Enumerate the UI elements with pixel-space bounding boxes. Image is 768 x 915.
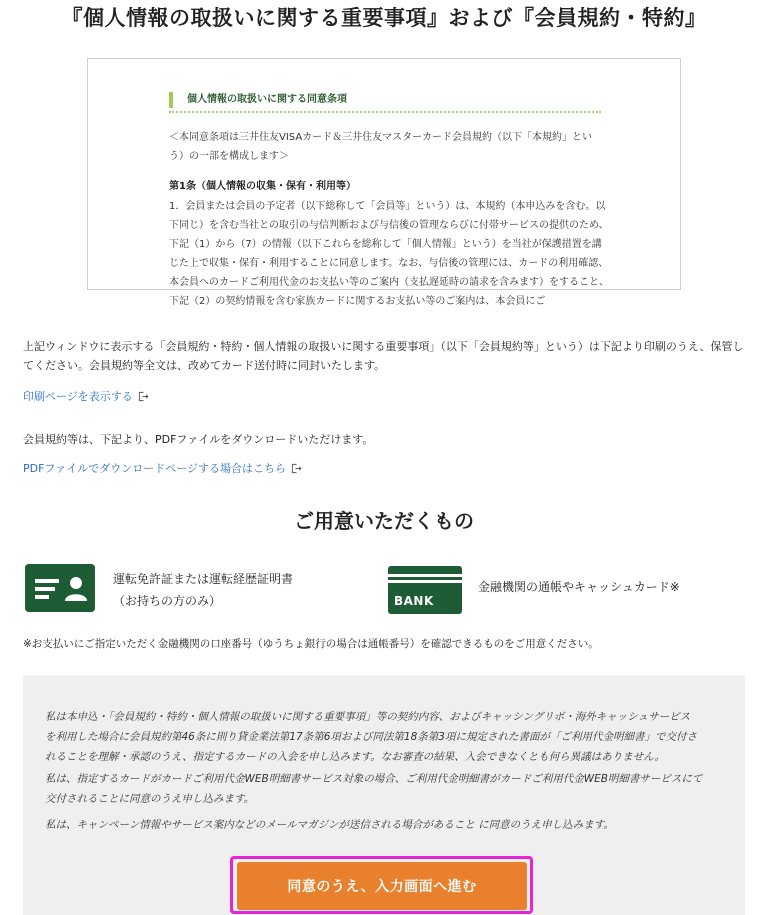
bank-icon-label: BANK [394,594,434,608]
id-card-icon [25,564,95,612]
terms-title-divider [169,111,601,113]
requirements-note: ※お支払いにご指定いただく金融機関の口座番号（ゆうちょ銀行の場合は通帳番号）を確認できるものをご用意ください。 [23,638,599,650]
agreement-paragraph-1-line-1: 私は本申込・「会員規約・特約・個人情報の取扱いに関する重要事項」等の契約内容、およびキャッシングリボ・海外キャッシュサービス [45,711,691,723]
requirements-heading: ご用意いただくもの [294,509,474,533]
external-link-icon [138,391,149,402]
page-title: 『個人情報の取扱いに関する重要事項』および『会員規約・特約』 [61,6,707,30]
agreement-paragraph-1-line-3: れることを理解・承認のうえ、指定するカードの入会を申し込みます。なお審査の結果、入会できなくとも何ら異議はありません。 [45,751,665,763]
print-page-link-label: 印刷ページを表示する [23,390,133,403]
pdf-download-link[interactable] [23,460,302,476]
bank-description: 金融機関の通帳やキャッシュカード※ [478,580,680,594]
license-description [113,568,293,612]
external-link-icon [291,463,302,474]
agreement-paragraph-1 [45,707,725,767]
print-page-link[interactable] [23,388,149,404]
pdf-download-link-label: PDFファイルでダウンロードページする場合はこちら [23,462,286,475]
agreement-paragraph-3: 私は、キャンペーン情報やサービス案内などのメールマガジンが送信される場合があること に同意のうえ申し込みます。 [45,819,614,831]
bank-card-stripe-2 [388,580,462,583]
pdf-info-text: 会員規約等は、下記より、PDFファイルをダウンロードいただけます。 [23,433,374,446]
agreement-paragraph-1-line-2: を利用した場合に会員規約第46条に則り貸金業法第17条第6項および同法第18条第3項に規定された書面が「ご利用代金明細書」で交付さ [45,731,697,743]
terms-scroll-window[interactable] [87,58,681,307]
terms-title: 個人情報の取扱いに関する同意条項 [169,92,670,108]
agreement-paragraph-2-line-1: 私は、指定するカードがカードご利用代金WEB明細書サービス対象の場合、ご利用代金明細書がカードご利用代金WEB明細書サービスにて [45,773,703,785]
agreement-paragraph-2-line-2: 交付されることに同意のうえ申し込みます。 [45,793,255,805]
terms-intro: ＜本同意条項は三井住友VISAカード＆三井住友マスターカード会員規約（以下「本規約」という）の一部を構成します＞ [169,132,592,162]
terms-article-body: 1．会員または会員の予定者（以下総称して「会員等」という）は、本規約（本申込みを含む。以下同じ）を含む当社との取引の与信判断および与信後の管理ならびに付帯サービスの提供のため、下記（1）から（7）の情報（以下これらを総称して「個人情報」という）を当社が保護措置を講じた上で収集・保有・利用することに同意します。なお、与信後の管理には、カードの利用確認、本会員へのカードご利用代金のお支払い等のご案内（支払遅延時の請求を含みます）をすること、下記（2）の契約情報を含む家族カードに関するお支払い等のご案内は、本会員にご [169,201,609,307]
terms-content [88,59,682,311]
agree-proceed-button[interactable]: 同意のうえ、入力画面へ進む [237,862,527,910]
bank-card-stripe-1 [388,574,462,577]
license-line-2: （お持ちの方のみ） [113,594,222,608]
terms-article-title: 第1条（個人情報の収集・保有・利用等） [169,181,356,192]
agreement-paragraph-2 [45,769,725,809]
bank-card-icon [388,566,462,614]
print-info-text: 上記ウィンドウに表示する「会員規約・特約・個人情報の取扱いに関する重要事項」（以下「会員規約等」という）は下記より印刷のうえ、保管してください。会員規約等全文は、改めてカード送付時に同封いたします。 [23,340,744,372]
license-line-1: 運転免許証または運転経歴証明書 [113,572,294,586]
